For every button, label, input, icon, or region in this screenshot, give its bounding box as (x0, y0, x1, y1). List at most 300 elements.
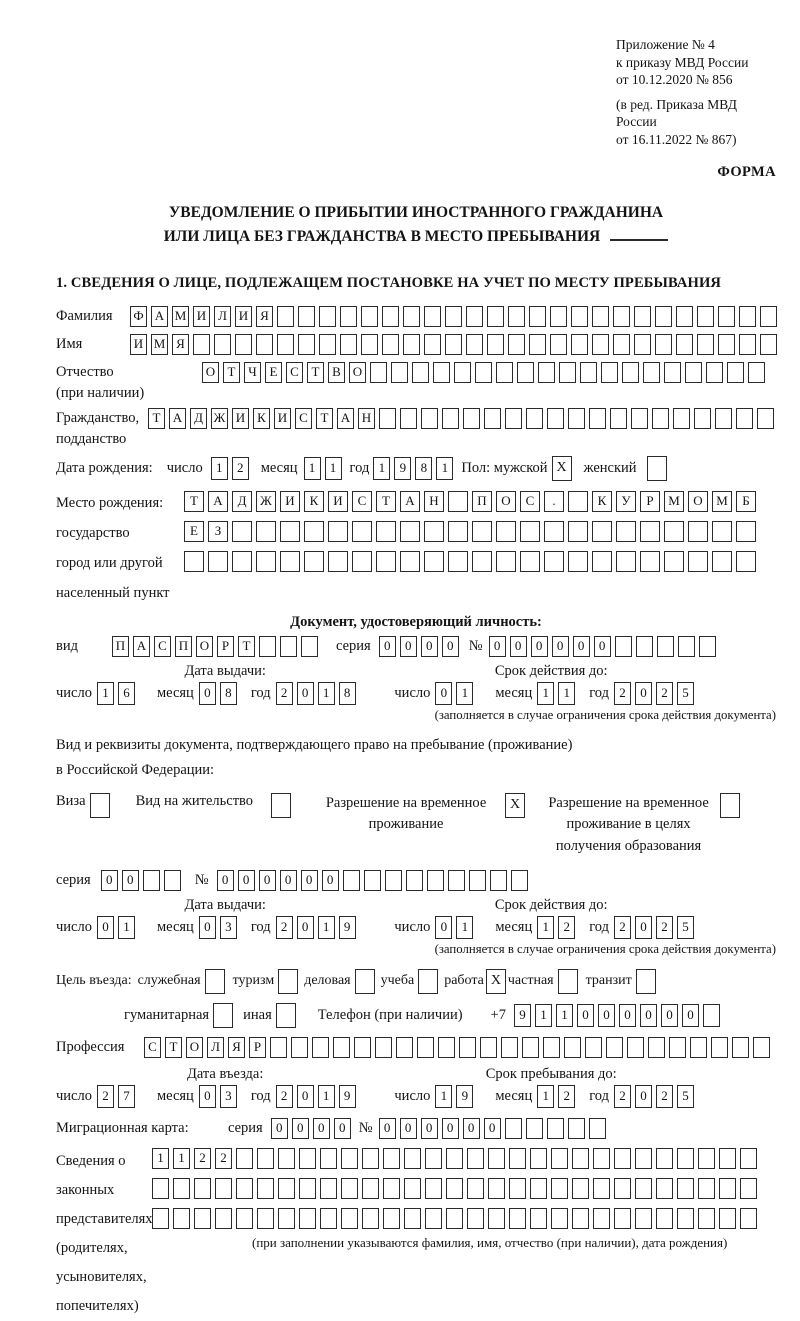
char-cell[interactable] (406, 870, 423, 891)
char-cell[interactable] (320, 1208, 337, 1229)
char-cell[interactable]: И (130, 334, 147, 355)
char-cell[interactable] (593, 1148, 610, 1169)
char-cell[interactable]: 2 (97, 1085, 114, 1108)
char-cell[interactable] (376, 551, 396, 572)
char-cell[interactable]: 0 (271, 1118, 288, 1139)
temp-residence-edu-checkbox[interactable] (720, 793, 740, 818)
char-cell[interactable]: А (169, 408, 186, 429)
char-cell[interactable]: Т (307, 362, 324, 383)
char-cell[interactable]: Т (316, 408, 333, 429)
char-cell[interactable] (648, 1037, 665, 1058)
char-cell[interactable] (232, 521, 252, 542)
char-cell[interactable] (487, 306, 504, 327)
char-cell[interactable] (673, 408, 690, 429)
char-cell[interactable]: К (592, 491, 612, 512)
char-cell[interactable]: В (328, 362, 345, 383)
char-cell[interactable]: 0 (635, 916, 652, 939)
char-cell[interactable] (469, 870, 486, 891)
char-cell[interactable] (655, 334, 672, 355)
char-cell[interactable] (352, 551, 372, 572)
char-cell[interactable] (362, 1178, 379, 1199)
char-cell[interactable] (736, 521, 756, 542)
char-cell[interactable] (352, 521, 372, 542)
char-cell[interactable]: 0 (122, 870, 139, 891)
char-cell[interactable] (656, 1208, 673, 1229)
char-cell[interactable] (636, 636, 653, 657)
char-cell[interactable] (698, 1178, 715, 1199)
char-cell[interactable] (340, 334, 357, 355)
char-cell[interactable] (280, 636, 297, 657)
char-cell[interactable] (757, 408, 774, 429)
visa-checkbox[interactable] (90, 793, 110, 818)
char-cell[interactable]: А (337, 408, 354, 429)
char-cell[interactable] (328, 521, 348, 542)
char-cell[interactable]: О (196, 636, 213, 657)
char-cell[interactable]: С (154, 636, 171, 657)
char-cell[interactable]: 2 (276, 916, 293, 939)
char-cell[interactable]: 0 (598, 1004, 615, 1027)
char-cell[interactable]: 9 (394, 457, 411, 480)
char-cell[interactable] (376, 521, 396, 542)
char-cell[interactable]: 0 (435, 916, 452, 939)
char-cell[interactable]: 0 (297, 682, 314, 705)
purpose-humanitarian-checkbox[interactable] (213, 1003, 233, 1028)
char-cell[interactable] (375, 1037, 392, 1058)
char-cell[interactable] (173, 1208, 190, 1229)
char-cell[interactable]: П (112, 636, 129, 657)
char-cell[interactable]: 1 (304, 457, 321, 480)
char-cell[interactable] (572, 1148, 589, 1169)
char-cell[interactable] (467, 1208, 484, 1229)
char-cell[interactable] (488, 1178, 505, 1199)
char-cell[interactable] (304, 551, 324, 572)
char-cell[interactable]: 9 (339, 1085, 356, 1108)
char-cell[interactable]: Я (228, 1037, 245, 1058)
char-cell[interactable] (544, 551, 564, 572)
char-cell[interactable] (711, 1037, 728, 1058)
char-cell[interactable] (712, 551, 732, 572)
char-cell[interactable]: 2 (194, 1148, 211, 1169)
char-cell[interactable] (404, 1178, 421, 1199)
char-cell[interactable]: 9 (339, 916, 356, 939)
char-cell[interactable] (613, 334, 630, 355)
char-cell[interactable] (568, 1118, 585, 1139)
char-cell[interactable]: 0 (510, 636, 527, 657)
char-cell[interactable]: О (349, 362, 366, 383)
char-cell[interactable]: 0 (573, 636, 590, 657)
char-cell[interactable]: 0 (280, 870, 297, 891)
char-cell[interactable] (753, 1037, 770, 1058)
char-cell[interactable] (530, 1148, 547, 1169)
purpose-other-checkbox[interactable] (276, 1003, 296, 1028)
char-cell[interactable]: Ж (211, 408, 228, 429)
char-cell[interactable]: 0 (531, 636, 548, 657)
char-cell[interactable]: А (400, 491, 420, 512)
char-cell[interactable] (697, 334, 714, 355)
char-cell[interactable]: 0 (199, 916, 216, 939)
char-cell[interactable] (571, 334, 588, 355)
char-cell[interactable] (551, 1208, 568, 1229)
char-cell[interactable] (664, 362, 681, 383)
char-cell[interactable] (301, 636, 318, 657)
char-cell[interactable] (448, 491, 468, 512)
char-cell[interactable]: 0 (217, 870, 234, 891)
char-cell[interactable] (568, 521, 588, 542)
char-cell[interactable] (640, 521, 660, 542)
char-cell[interactable]: 0 (435, 682, 452, 705)
char-cell[interactable]: 1 (97, 682, 114, 705)
char-cell[interactable] (278, 1148, 295, 1169)
char-cell[interactable]: 1 (456, 916, 473, 939)
char-cell[interactable] (677, 1148, 694, 1169)
char-cell[interactable] (559, 362, 576, 383)
char-cell[interactable]: А (133, 636, 150, 657)
char-cell[interactable] (568, 551, 588, 572)
char-cell[interactable]: 1 (318, 1085, 335, 1108)
char-cell[interactable] (259, 636, 276, 657)
char-cell[interactable] (328, 551, 348, 572)
char-cell[interactable] (589, 1118, 606, 1139)
char-cell[interactable] (572, 1208, 589, 1229)
purpose-study-checkbox[interactable] (418, 969, 438, 994)
char-cell[interactable]: 2 (656, 916, 673, 939)
sex-female-checkbox[interactable] (647, 456, 667, 481)
char-cell[interactable] (341, 1148, 358, 1169)
char-cell[interactable] (463, 408, 480, 429)
char-cell[interactable] (543, 1037, 560, 1058)
char-cell[interactable] (719, 1148, 736, 1169)
char-cell[interactable] (697, 306, 714, 327)
purpose-official-checkbox[interactable] (205, 969, 225, 994)
char-cell[interactable]: 0 (379, 1118, 396, 1139)
char-cell[interactable] (520, 521, 540, 542)
char-cell[interactable]: П (472, 491, 492, 512)
char-cell[interactable] (475, 362, 492, 383)
char-cell[interactable] (508, 334, 525, 355)
char-cell[interactable]: 1 (456, 682, 473, 705)
char-cell[interactable]: 0 (322, 870, 339, 891)
char-cell[interactable]: З (208, 521, 228, 542)
char-cell[interactable] (404, 1148, 421, 1169)
char-cell[interactable] (467, 1148, 484, 1169)
char-cell[interactable] (614, 1148, 631, 1169)
char-cell[interactable] (354, 1037, 371, 1058)
char-cell[interactable] (703, 1004, 720, 1027)
char-cell[interactable]: Т (376, 491, 396, 512)
char-cell[interactable]: М (151, 334, 168, 355)
char-cell[interactable]: 0 (619, 1004, 636, 1027)
char-cell[interactable]: 9 (456, 1085, 473, 1108)
char-cell[interactable] (424, 306, 441, 327)
char-cell[interactable]: 0 (552, 636, 569, 657)
char-cell[interactable] (312, 1037, 329, 1058)
char-cell[interactable] (319, 306, 336, 327)
char-cell[interactable] (698, 1208, 715, 1229)
char-cell[interactable]: 0 (635, 682, 652, 705)
char-cell[interactable]: И (193, 306, 210, 327)
char-cell[interactable] (669, 1037, 686, 1058)
char-cell[interactable]: Р (249, 1037, 266, 1058)
char-cell[interactable] (361, 334, 378, 355)
char-cell[interactable] (592, 306, 609, 327)
char-cell[interactable]: 2 (614, 916, 631, 939)
char-cell[interactable]: И (328, 491, 348, 512)
char-cell[interactable] (472, 521, 492, 542)
char-cell[interactable] (466, 306, 483, 327)
char-cell[interactable] (490, 870, 507, 891)
char-cell[interactable]: 6 (118, 682, 135, 705)
char-cell[interactable] (278, 1208, 295, 1229)
char-cell[interactable] (215, 1208, 232, 1229)
char-cell[interactable] (678, 636, 695, 657)
char-cell[interactable] (496, 551, 516, 572)
char-cell[interactable] (333, 1037, 350, 1058)
char-cell[interactable] (501, 1037, 518, 1058)
char-cell[interactable] (547, 1118, 564, 1139)
char-cell[interactable]: 2 (614, 1085, 631, 1108)
char-cell[interactable]: 2 (614, 682, 631, 705)
char-cell[interactable] (362, 1148, 379, 1169)
char-cell[interactable] (505, 408, 522, 429)
char-cell[interactable]: 2 (558, 916, 575, 939)
char-cell[interactable] (739, 306, 756, 327)
char-cell[interactable]: 0 (635, 1085, 652, 1108)
char-cell[interactable] (688, 551, 708, 572)
char-cell[interactable] (343, 870, 360, 891)
char-cell[interactable]: 9 (514, 1004, 531, 1027)
char-cell[interactable] (164, 870, 181, 891)
char-cell[interactable]: Н (358, 408, 375, 429)
char-cell[interactable]: Н (424, 491, 444, 512)
char-cell[interactable] (664, 521, 684, 542)
char-cell[interactable] (448, 521, 468, 542)
char-cell[interactable] (400, 521, 420, 542)
char-cell[interactable]: 1 (537, 916, 554, 939)
char-cell[interactable] (152, 1178, 169, 1199)
char-cell[interactable] (383, 1178, 400, 1199)
char-cell[interactable]: М (172, 306, 189, 327)
char-cell[interactable]: 2 (656, 1085, 673, 1108)
char-cell[interactable] (592, 551, 612, 572)
char-cell[interactable]: У (616, 491, 636, 512)
purpose-business-checkbox[interactable] (355, 969, 375, 994)
char-cell[interactable] (319, 334, 336, 355)
char-cell[interactable] (635, 1148, 652, 1169)
char-cell[interactable]: С (295, 408, 312, 429)
char-cell[interactable] (404, 1208, 421, 1229)
char-cell[interactable]: 0 (421, 636, 438, 657)
char-cell[interactable] (635, 1208, 652, 1229)
char-cell[interactable]: 1 (318, 916, 335, 939)
char-cell[interactable] (760, 334, 777, 355)
char-cell[interactable] (606, 1037, 623, 1058)
char-cell[interactable] (385, 870, 402, 891)
char-cell[interactable] (448, 551, 468, 572)
char-cell[interactable] (529, 306, 546, 327)
char-cell[interactable]: 1 (318, 682, 335, 705)
char-cell[interactable]: 0 (442, 636, 459, 657)
char-cell[interactable] (688, 521, 708, 542)
sex-male-checkbox[interactable]: X (552, 456, 572, 481)
char-cell[interactable] (299, 1208, 316, 1229)
char-cell[interactable]: 0 (489, 636, 506, 657)
char-cell[interactable] (438, 1037, 455, 1058)
char-cell[interactable] (551, 1148, 568, 1169)
char-cell[interactable] (718, 334, 735, 355)
char-cell[interactable] (193, 334, 210, 355)
char-cell[interactable] (320, 1178, 337, 1199)
char-cell[interactable]: Т (238, 636, 255, 657)
char-cell[interactable]: Ф (130, 306, 147, 327)
char-cell[interactable] (383, 1148, 400, 1169)
char-cell[interactable] (194, 1208, 211, 1229)
char-cell[interactable] (592, 334, 609, 355)
char-cell[interactable] (484, 408, 501, 429)
char-cell[interactable]: 1 (537, 682, 554, 705)
char-cell[interactable] (256, 521, 276, 542)
char-cell[interactable]: 0 (661, 1004, 678, 1027)
char-cell[interactable] (690, 1037, 707, 1058)
char-cell[interactable] (446, 1148, 463, 1169)
char-cell[interactable] (425, 1148, 442, 1169)
char-cell[interactable] (740, 1148, 757, 1169)
char-cell[interactable]: О (202, 362, 219, 383)
char-cell[interactable] (257, 1178, 274, 1199)
char-cell[interactable] (526, 1118, 543, 1139)
char-cell[interactable] (655, 306, 672, 327)
char-cell[interactable] (739, 334, 756, 355)
char-cell[interactable] (446, 1178, 463, 1199)
char-cell[interactable]: Я (172, 334, 189, 355)
char-cell[interactable]: 0 (640, 1004, 657, 1027)
char-cell[interactable]: 1 (325, 457, 342, 480)
char-cell[interactable]: К (304, 491, 324, 512)
char-cell[interactable]: 7 (118, 1085, 135, 1108)
char-cell[interactable] (299, 1148, 316, 1169)
char-cell[interactable]: 0 (463, 1118, 480, 1139)
char-cell[interactable] (760, 306, 777, 327)
char-cell[interactable]: 0 (297, 1085, 314, 1108)
char-cell[interactable] (488, 1208, 505, 1229)
char-cell[interactable]: . (544, 491, 564, 512)
char-cell[interactable] (256, 334, 273, 355)
char-cell[interactable] (634, 334, 651, 355)
char-cell[interactable] (550, 334, 567, 355)
char-cell[interactable] (509, 1148, 526, 1169)
char-cell[interactable]: И (274, 408, 291, 429)
char-cell[interactable]: 2 (558, 1085, 575, 1108)
char-cell[interactable] (529, 334, 546, 355)
char-cell[interactable]: И (232, 408, 249, 429)
char-cell[interactable]: 5 (677, 682, 694, 705)
char-cell[interactable] (676, 306, 693, 327)
char-cell[interactable]: 0 (400, 636, 417, 657)
char-cell[interactable]: И (280, 491, 300, 512)
purpose-transit-checkbox[interactable] (636, 969, 656, 994)
char-cell[interactable] (719, 1178, 736, 1199)
char-cell[interactable] (676, 334, 693, 355)
char-cell[interactable] (589, 408, 606, 429)
char-cell[interactable] (299, 1178, 316, 1199)
char-cell[interactable] (547, 408, 564, 429)
char-cell[interactable] (391, 362, 408, 383)
char-cell[interactable]: 0 (400, 1118, 417, 1139)
char-cell[interactable]: Т (148, 408, 165, 429)
char-cell[interactable]: А (208, 491, 228, 512)
char-cell[interactable]: Л (207, 1037, 224, 1058)
char-cell[interactable] (208, 551, 228, 572)
char-cell[interactable]: 0 (379, 636, 396, 657)
char-cell[interactable] (383, 1208, 400, 1229)
char-cell[interactable]: Я (256, 306, 273, 327)
char-cell[interactable]: Е (265, 362, 282, 383)
char-cell[interactable] (403, 334, 420, 355)
char-cell[interactable] (277, 334, 294, 355)
char-cell[interactable] (571, 306, 588, 327)
char-cell[interactable] (627, 1037, 644, 1058)
char-cell[interactable] (173, 1178, 190, 1199)
char-cell[interactable] (298, 306, 315, 327)
char-cell[interactable] (370, 362, 387, 383)
char-cell[interactable] (427, 870, 444, 891)
char-cell[interactable]: Е (184, 521, 204, 542)
char-cell[interactable] (530, 1178, 547, 1199)
char-cell[interactable]: 0 (313, 1118, 330, 1139)
char-cell[interactable] (496, 521, 516, 542)
char-cell[interactable] (748, 362, 765, 383)
char-cell[interactable]: Д (232, 491, 252, 512)
char-cell[interactable] (256, 551, 276, 572)
char-cell[interactable] (277, 306, 294, 327)
char-cell[interactable]: 0 (682, 1004, 699, 1027)
char-cell[interactable]: 1 (211, 457, 228, 480)
char-cell[interactable] (472, 551, 492, 572)
char-cell[interactable] (699, 636, 716, 657)
char-cell[interactable] (278, 1178, 295, 1199)
char-cell[interactable] (601, 362, 618, 383)
char-cell[interactable] (257, 1208, 274, 1229)
char-cell[interactable]: С (352, 491, 372, 512)
char-cell[interactable] (298, 334, 315, 355)
char-cell[interactable]: 5 (677, 1085, 694, 1108)
char-cell[interactable]: Л (214, 306, 231, 327)
char-cell[interactable] (361, 306, 378, 327)
purpose-work-checkbox[interactable]: X (486, 969, 506, 994)
char-cell[interactable] (538, 362, 555, 383)
char-cell[interactable] (466, 334, 483, 355)
char-cell[interactable] (446, 1208, 463, 1229)
char-cell[interactable] (613, 306, 630, 327)
char-cell[interactable] (382, 334, 399, 355)
char-cell[interactable] (424, 551, 444, 572)
char-cell[interactable]: 1 (373, 457, 390, 480)
char-cell[interactable] (551, 1178, 568, 1199)
char-cell[interactable] (593, 1178, 610, 1199)
char-cell[interactable]: 0 (594, 636, 611, 657)
char-cell[interactable]: И (235, 306, 252, 327)
purpose-tourism-checkbox[interactable] (278, 969, 298, 994)
char-cell[interactable]: С (286, 362, 303, 383)
char-cell[interactable] (732, 1037, 749, 1058)
char-cell[interactable] (508, 306, 525, 327)
char-cell[interactable] (635, 1178, 652, 1199)
char-cell[interactable] (215, 1178, 232, 1199)
char-cell[interactable] (585, 1037, 602, 1058)
char-cell[interactable] (631, 408, 648, 429)
char-cell[interactable] (459, 1037, 476, 1058)
char-cell[interactable] (341, 1208, 358, 1229)
char-cell[interactable] (364, 870, 381, 891)
